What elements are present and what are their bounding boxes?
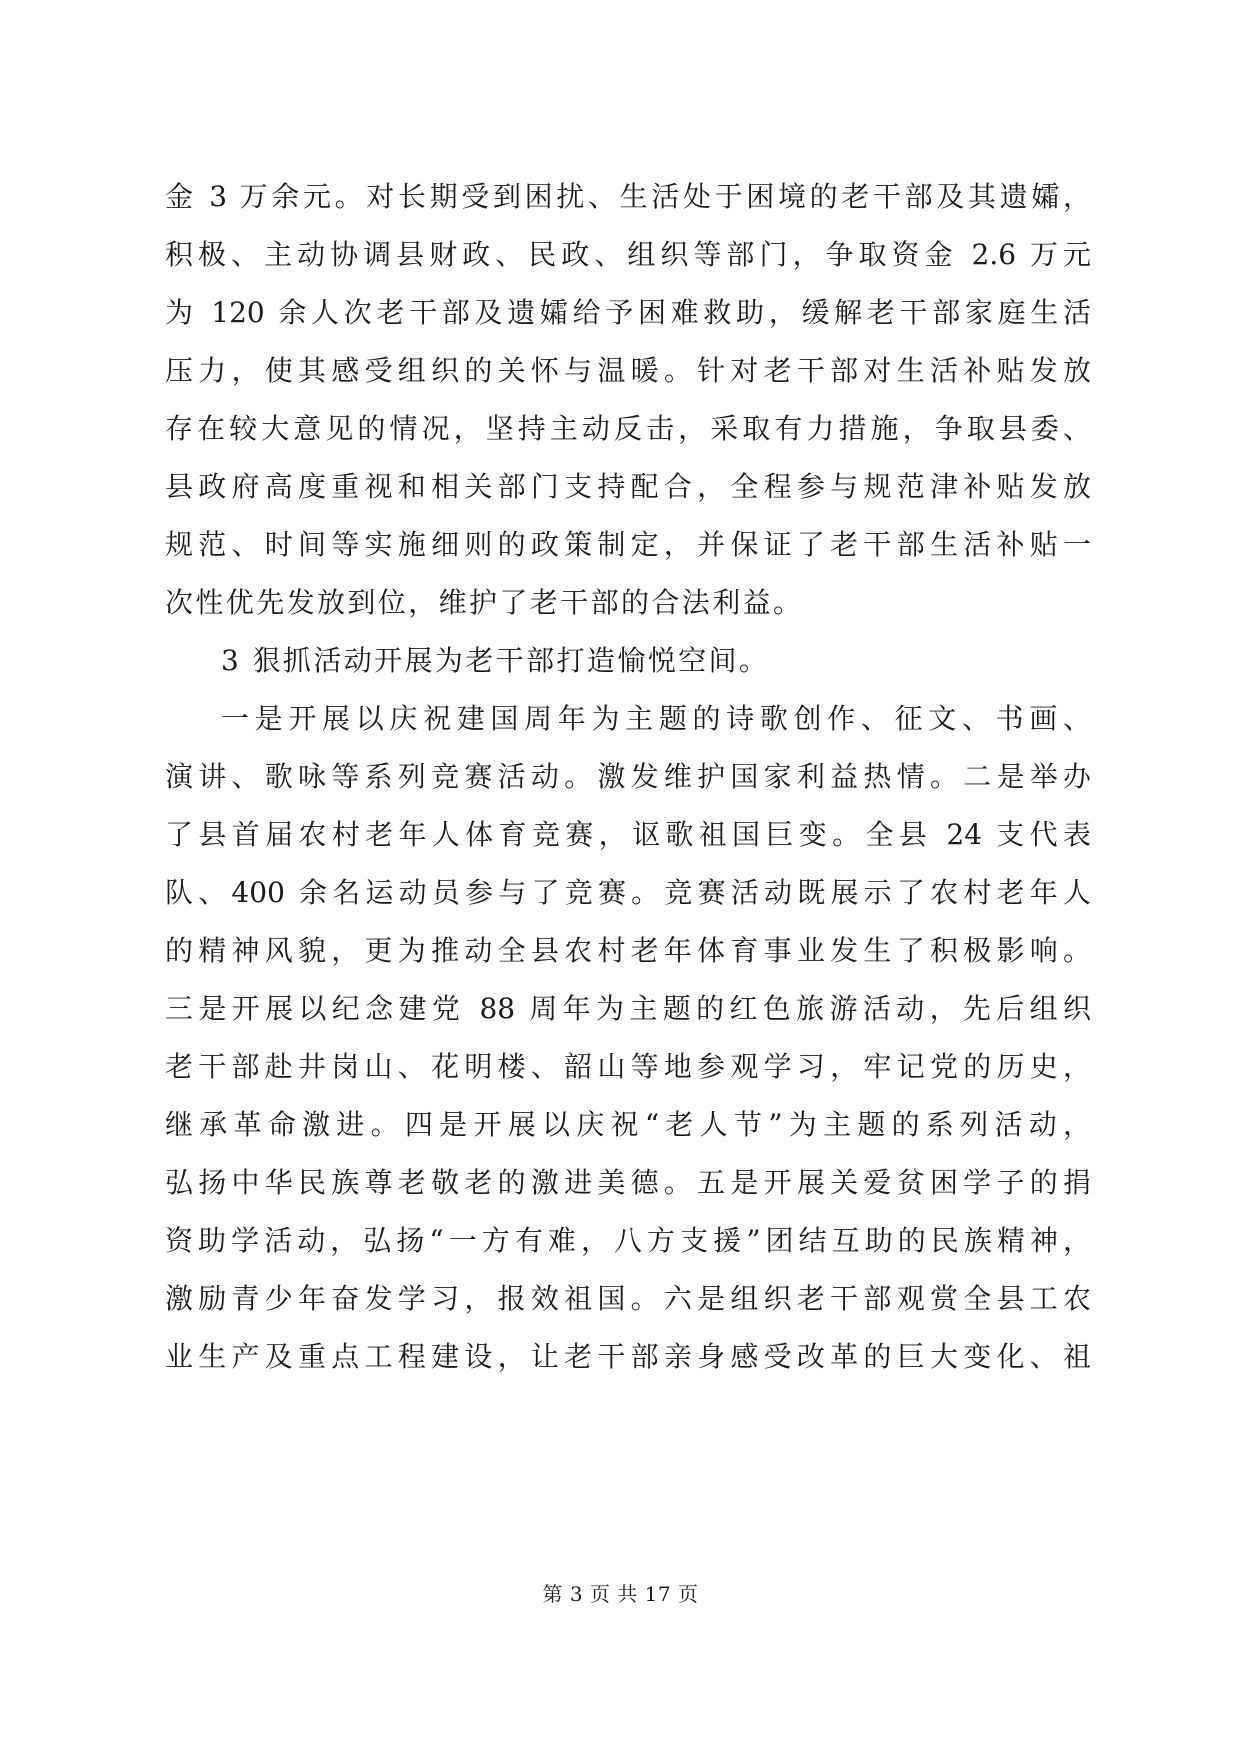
text-line: 县政府高度重视和相关部门支持配合，全程参与规范津补贴发放 xyxy=(165,470,1091,503)
text-line: 演讲、歌咏等系列竞赛活动。激发维护国家利益热情。二是举办 xyxy=(165,760,1091,793)
text-line: 金 3 万余元。对长期受到困扰、生活处于困境的老干部及其遗孀， xyxy=(165,180,1091,213)
text-line: 为 120 余人次老干部及遗孀给予困难救助，缓解老干部家庭生活 xyxy=(165,296,1091,329)
text-line: 三是开展以纪念建党 88 周年为主题的红色旅游活动，先后组织 xyxy=(165,992,1091,1025)
body-text xyxy=(165,168,1091,1386)
text-line: 压力，使其感受组织的关怀与温暖。针对老干部对生活补贴发放 xyxy=(165,354,1091,387)
text-line: 次性优先发放到位，维护了老干部的合法利益。 xyxy=(165,586,804,619)
text-line: 激励青少年奋发学习，报效祖国。六是组织老干部观赏全县工农 xyxy=(165,1282,1091,1315)
text-line: 资助学活动，弘扬“一方有难，八方支援”团结互助的民族精神， xyxy=(165,1224,1091,1257)
text-line: 的精神风貌，更为推动全县农村老年体育事业发生了积极影响。 xyxy=(165,934,1091,967)
text-line: 继承革命激进。四是开展以庆祝“老人节”为主题的系列活动， xyxy=(165,1108,1091,1141)
text-line: 存在较大意见的情况，坚持主动反击，采取有力措施，争取县委、 xyxy=(165,412,1091,445)
page-footer: 第 3 页 共 17 页 xyxy=(542,1582,699,1606)
text-line: 了县首届农村老年人体育竞赛，讴歌祖国巨变。全县 24 支代表 xyxy=(165,818,1091,851)
text-line: 队、400 余名运动员参与了竞赛。竞赛活动既展示了农村老年人 xyxy=(165,876,1091,909)
text-line: 积极、主动协调县财政、民政、组织等部门，争取资金 2.6 万元 xyxy=(165,238,1091,271)
text-line: 规范、时间等实施细则的政策制定，并保证了老干部生活补贴一 xyxy=(165,528,1091,561)
text-line: 业生产及重点工程建设，让老干部亲身感受改革的巨大变化、祖 xyxy=(165,1340,1091,1373)
text-line: 老干部赴井岗山、花明楼、韶山等地参观学习，牢记党的历史， xyxy=(165,1050,1091,1083)
text-line: 3 狠抓活动开展为老干部打造愉悦空间。 xyxy=(221,644,770,677)
text-line: 弘扬中华民族尊老敬老的激进美德。五是开展关爱贫困学子的捐 xyxy=(165,1166,1091,1199)
text-line: 一是开展以庆祝建国周年为主题的诗歌创作、征文、书画、 xyxy=(221,702,1091,735)
